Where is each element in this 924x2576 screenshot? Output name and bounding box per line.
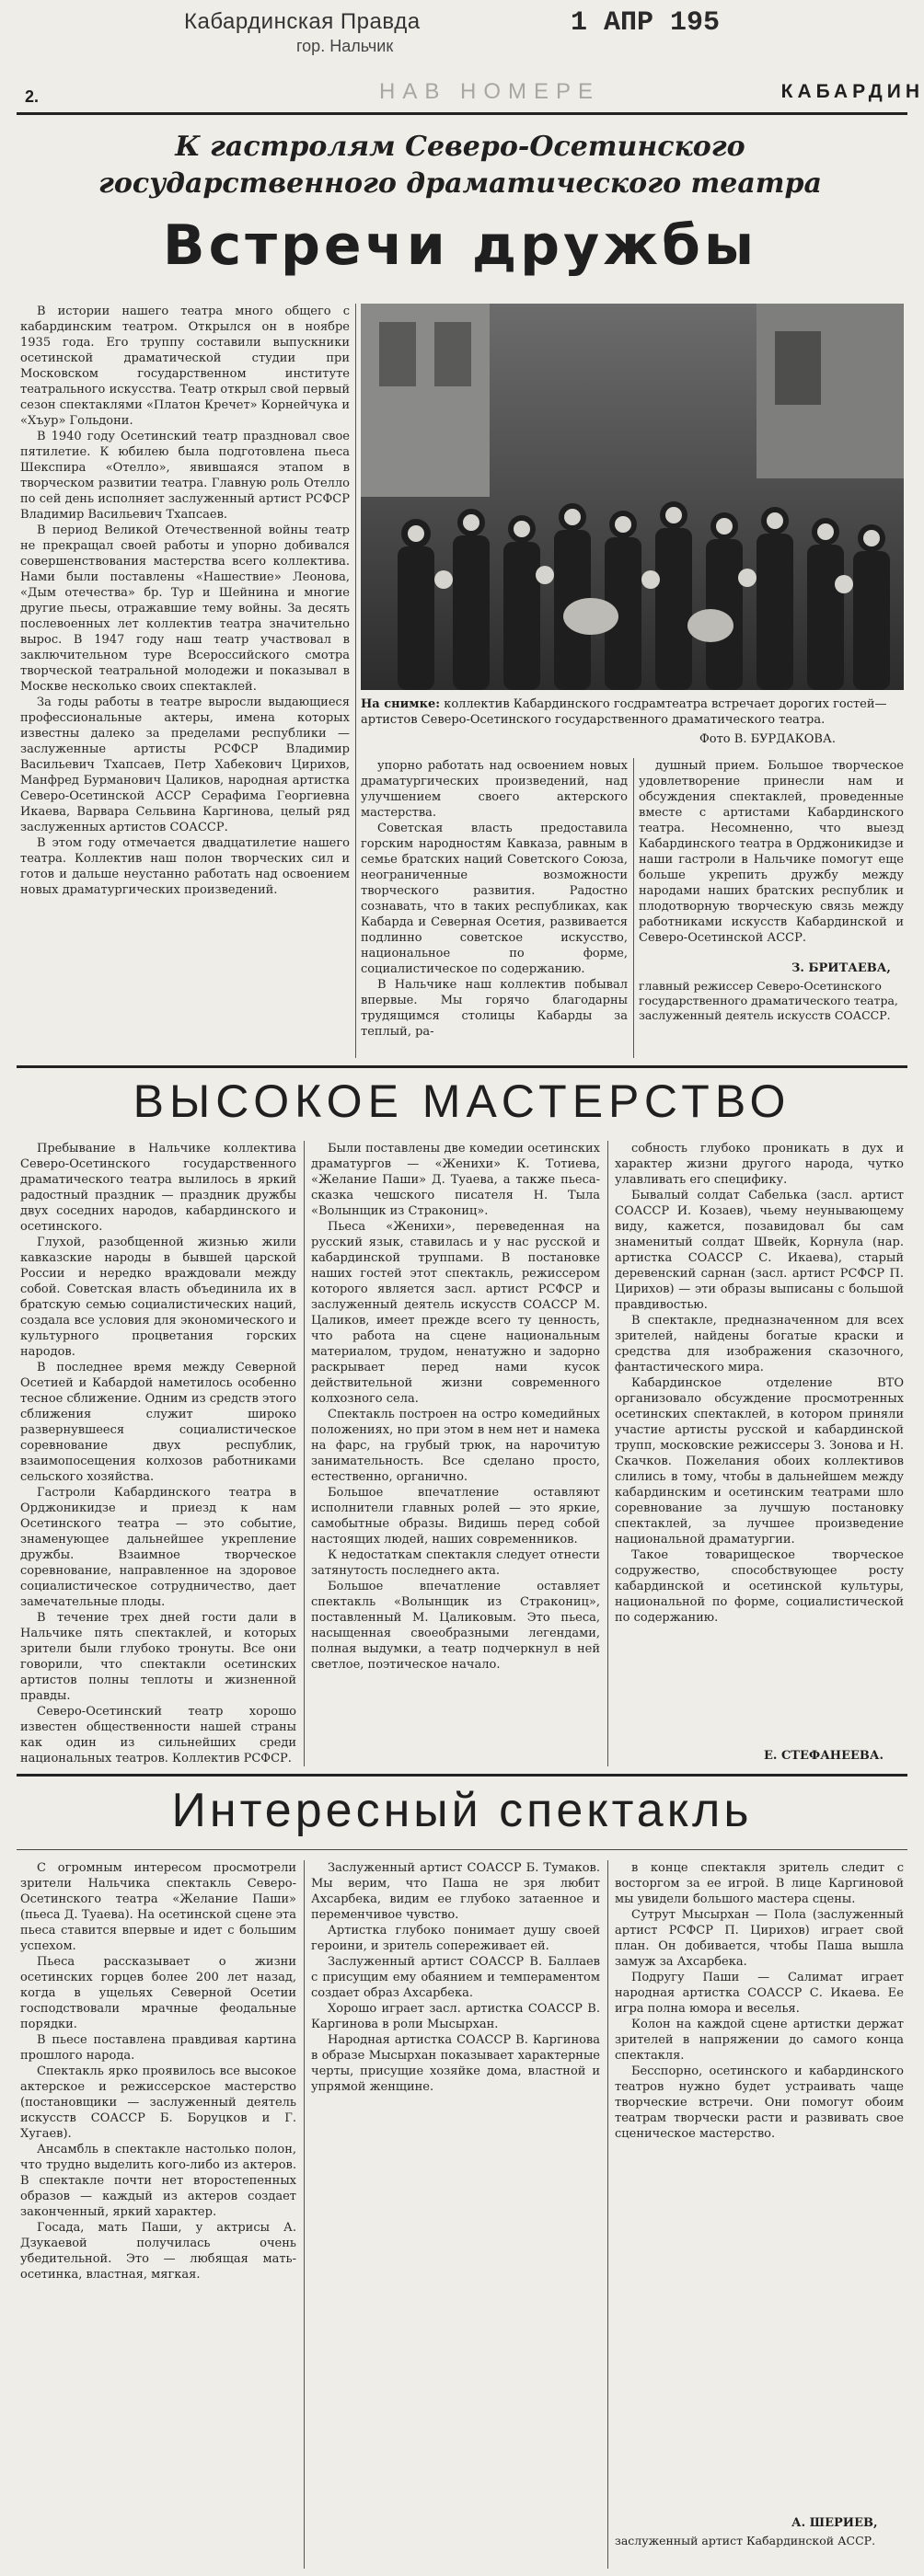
article2-col3-p3: В спектакле, предназначенном для всех зрителей, найдены богатые краски и средства для изображения сказочного, фантастического мира. <box>615 1314 904 1374</box>
article3-signature-note: заслуженный артист Кабардинской АССР. <box>615 2534 876 2547</box>
article3-col2-p1: Заслуженный артист СОАССР Б. Тумаков. Мы верим, что Паша не зря любит Ахсарбека, видим ее глубоко затаенное и переменчивое чувство. <box>311 1861 600 1922</box>
masthead-fragment: КАБАРДИН <box>780 81 924 102</box>
article1-signature: З. БРИТАЕВА, <box>791 961 891 975</box>
article2-column-1 <box>20 1141 296 1766</box>
article2-col2-p4: Большое впечатление оставляют исполнители главных ролей — это яркие, самобытные образы. Видишь перед собой настоящих людей, наших современников. <box>311 1486 600 1547</box>
article2-col3-p2: Бывалый солдат Сабелька (засл. артист СОАССР И. Козаев), чьему неунывающему виду, кажется, позавидовал бы сам знаменитый солдат Швейк, Корнула (нар. артистка СОАССР С. Икаева), старый деревенский сарнан (засл. артист РСФСР П. Цирихов) — эти образы выписаны с большой правдивостью. <box>615 1189 904 1312</box>
stamp-city: гор. Нальчик <box>296 37 394 55</box>
column-divider <box>304 1860 305 2569</box>
column-divider <box>607 1860 608 2569</box>
group-photo <box>361 304 904 690</box>
article1-col2-p2: Советская власть предоставила горским народностям Кавказа, равным в семье братских наций Советского Союза, неограниченные возможности творческого развития. Радостно сознавать, что в таких республиках, как Кабарда и Северная Осетия, развивается подлинно советское искусство, национальное по форме, социалистическое по содержанию. <box>361 822 628 976</box>
section-rule <box>17 1065 907 1068</box>
article2-col1-p3: В последнее время между Северной Осетией и Кабардой наметилось особенно тесное сближение. Одним из средств этого сближения служит широко развернувшееся социалистическое соревнование двух республик, взаимопосещения колхозов работниками сельского хозяйства. <box>20 1361 296 1484</box>
photo-caption <box>361 696 904 728</box>
article2-col2-p3: Спектакль построен на остро комедийных положениях, но при этом в нем нет и намека на фарс, на грубый трюк, на нарочитую занимательность. Все сделано просто, естественно, органично. <box>311 1408 600 1484</box>
article2-col2-p6: Большое впечатление оставляет спектакль «Волынщик из Стракониц», поставленный М. Цаликовым. Это пьеса, насыщенная своеобразными легендами, полная выдумки, а театр подчеркнул в ней светлое, поэтическое начало. <box>311 1580 600 1672</box>
article3-col1-p4: Спектакль ярко проявилось все высокое актерское и режиссерское мастерство (постановщики — заслуженный деятель искусств СОАССР Б. Боруцков и Г. Хугаев). <box>20 2064 296 2141</box>
article3-column-2 <box>311 1860 600 2569</box>
stamp-date: 1 АПР 195 <box>571 7 721 39</box>
article3-signature: А. ШЕРИЕВ, <box>791 2516 878 2530</box>
article2-col1-p6: Северо-Осетинский театр хорошо известен общественности нашей страны как один из сильнейших среди национальных театров. Коллектив РСФСР. <box>20 1705 296 1765</box>
top-rule <box>17 112 907 115</box>
article2-col1-p4: Гастроли Кабардинского театра в Орджоникидзе и приезд к нам Осетинского театра — это событие, знаменующее дальнейшее укрепление дружбы. Взаимное творческое соревнование, направленное на здоровое социалистическое сотрудничество, дает замечательные плоды. <box>20 1486 296 1609</box>
article2-column-2 <box>311 1141 600 1766</box>
article2-col1-p2: Глухой, разобщенной жизнью жили кавказские народы в бывшей царской России и нередко враждовали между собой. Советская власть объединила их в братскую семью социалистических наций, создала все условия для экономического и культурного процветания горских народов. <box>20 1236 296 1359</box>
article3-col3-p2: Сутрут Мысырхан — Пола (заслуженный артист РСФСР П. Цирихов) играет свой план. Он добивается, чтобы Паша вышла замуж за Ахсарбека. <box>615 1908 904 1969</box>
article2-col3-p1: собность глубоко проникать в дух и характер жизни другого народа, чутко улавливать его специфику. <box>615 1142 904 1187</box>
article3-col2-p3: Заслуженный артист СОАССР В. Баллаев с присущим ему обаянием и темпераментом создает образ Ахсарбека. <box>311 1955 600 2000</box>
article1-col3-p1: душный прием. Большое творческое удовлетворение принесли нам и обсуждения спектаклей, проведенные вместе с артистами Кабардинского театра. Несомненно, что выезд Кабардинского театра в Орджоникидзе и наши гастроли в Нальчике помогут еще больше укрепить дружбу между народами наших братских республик и плодотворную творческую связь между работниками искусств Кабардинской и Северо-Осетинской АССР. <box>639 759 904 945</box>
page-number: 2. <box>25 87 40 106</box>
article1-col1-p2: В 1940 году Осетинский театр праздновал свое пятилетие. К юбилею была подготовлена пьеса Шекспира «Отелло», явившаяся этапом в творческом развитии театра. Главную роль Отелло по сей день исполняет заслуженный артист РСФСР Владимир Васильевич Тхапсаев. <box>20 430 350 522</box>
article3-col2-p4: Хорошо играет засл. артистка СОАССР В. Каргинова в роли Мысырхан. <box>311 2002 600 2031</box>
column-divider <box>304 1141 305 1766</box>
caption-lead: На снимке: <box>361 697 441 711</box>
article2-signature: Е. СТЕФАНЕЕВА. <box>764 1749 884 1763</box>
header-watermark: НАВ НОМЕРЕ <box>379 79 601 104</box>
article1-column-1 <box>20 304 350 1067</box>
article2-column-3 <box>615 1141 904 1739</box>
section-rule <box>17 1774 907 1777</box>
article2-col2-p5: К недостаткам спектакля следует отнести затянутость последнего акта. <box>311 1548 600 1578</box>
article3-col2-p2: Артистка глубоко понимает душу своей героини, и зритель сопереживает ей. <box>311 1924 600 1953</box>
article2-col2-p2: Пьеса «Женихи», переведенная на русский язык, ставилась и у нас русской и кабардинской труппами. В постановке наших гостей этот спектакль, режиссером которого является засл. артист РСФСР и заслуженный деятель искусств СОАССР М. Цаликов, имеет прежде всего ту ценность, что работа на сцене национальным материалом, трудом, ненатужно и задорно раскрывает перед нами кусок действительной жизни современного колхозного села. <box>311 1220 600 1406</box>
article3-col3-p5: Бесспорно, осетинского и кабардинского театров нужно будет устраивать чаще творческие встречи. Они помогут обоим театрам творчески расти и развивать свое сценическое мастерство. <box>615 2064 904 2141</box>
caption-text: коллектив Кабардинского госдрамтеатра встречает дорогих гостей— артистов Северо-Осетинского государственного драматического театра. <box>361 697 887 727</box>
column-divider <box>633 758 634 1058</box>
article2-col3-p4: Кабардинское отделение ВТО организовало обсуждение просмотренных осетинских спектаклей, в котором приняли участие артисты русской и кабардинской трупп, московские режиссеры З. Зонова и Н. Скачков. Пожелания обоих коллективов слились в тому, чтобы в дальнейшем между кабардинским и осетинским театрами шло соревнование за лучшую постановку спектаклей, за лучшее произведение национальной драматургии. <box>615 1376 904 1547</box>
article2-col2-p1: Были поставлены две комедии осетинских драматургов — «Женихи» К. Тотиева, «Желание Паши» Д. Туаева, а также пьеса-сказка чешского писателя Н. Тыла «Волынщик из Стракониц». <box>311 1142 600 1218</box>
article2-col1-p5: В течение трех дней гости дали в Нальчике пять спектаклей, и которых зрители были глубоко тронуты. Все они говорили, что спектакли осетинских артистов полны теплоты и жизненной правды. <box>20 1611 296 1703</box>
article3-column-3 <box>615 1860 904 2504</box>
article3-column-1 <box>20 1860 296 2569</box>
article1-title: Встречи дружбы <box>162 213 758 278</box>
photo-credit: Фото В. БУРДАКОВА. <box>699 732 836 746</box>
article1-col1-p1: В истории нашего театра много общего с кабардинским театром. Открылся он в ноябре 1935 года. Его труппу составили выпускники осетинской драматической студии при Московском государственном институте театрального искусства. Театр открыл свой первый сезон спектаклями «Платон Кречет» Корнейчука и «Хъур» Гольдони. <box>20 305 350 428</box>
group-photo-image <box>361 304 904 690</box>
article3-col1-p1: С огромным интересом просмотрели зрители Нальчика спектакль Северо-Осетинского театра «Желание Паши» (пьеса Д. Туаева). На осетинской сцене эта пьеса ставится впервые и идет с большим успехом. <box>20 1861 296 1953</box>
article3-col3-p4: Колон на каждой сцене артистки держат зрителей в напряжении до самого конца спектакля. <box>615 2018 904 2063</box>
library-stamp <box>184 9 755 83</box>
article3-col3-p3: Подругу Паши — Салимат играет народная артистка СОАССР С. Икаева. Ее игра полна юмора и веселья. <box>615 1971 904 2016</box>
title-underline <box>17 1849 907 1850</box>
column-divider <box>607 1141 608 1766</box>
article2-col1-p1: Пребывание в Нальчике коллектива Северо-Осетинского государственного драматического театра вылилось в яркий радостный праздник — праздник дружбы двух соседних народов, кабардинского и осетинского. <box>20 1142 296 1234</box>
column-divider <box>355 304 356 1058</box>
article3-col3-p1: в конце спектакля зритель следит с восторгом за ее игрой. В лице Каргиновой мы увидели большого мастера сцены. <box>615 1861 904 1906</box>
article1-col1-p4: За годы работы в театре выросли выдающиеся профессиональные актеры, имена которых известны далеко за пределами республики — заслуженные артисты РСФСР Владимир Васильевич Тхапсаев, Петр Хабекович Цирихов, Манфред Бурманович Цаликов, народная артистка Северо-Осетинской АССР Серафима Георгиевна Икаева, Варвара Сельвина Каргинова, целый ряд заслуженных артистов СОАССР. <box>20 696 350 834</box>
article3-col1-p3: В пьесе поставлена правдивая картина прошлого народа. <box>20 2033 296 2063</box>
article3-col1-p5: Ансамбль в спектакле настолько полон, что трудно выделить кого-либо из актеров. В спектакле почти нет второстепенных образов — каждый из актеров создает законченный, яркий характер. <box>20 2143 296 2219</box>
article2-col3-p5: Такое товарищеское творческое содружество, способствующее росту кабардинской и осетинской культуры, национальной по форме, социалистической по содержанию. <box>615 1548 904 1625</box>
article1-col2-p3: В Нальчике наш коллектив побывал впервые. Мы горячо благодарны трудящимся столицы Кабарды за теплый, ра- <box>361 978 628 1039</box>
article3-col2-p5: Народная артистка СОАССР В. Каргинова в образе Мысырхан показывает характерные черты, присущие хозяйке дома, властной и упрямой женщине. <box>311 2033 600 2094</box>
article1-kicker: К гастролям Северо-Осетинского государственного драматического театра <box>98 131 822 200</box>
article3-col1-p2: Пьеса рассказывает о жизни осетинских горцев более 200 лет назад, когда в ущельях Северной Осетии господствовали мрачные феодальные порядки. <box>20 1955 296 2031</box>
article3-title: Интересный спектакль <box>171 1784 753 1837</box>
stamp-newspaper-name: Кабардинская Правда <box>184 9 421 34</box>
article1-col1-p3: В период Великой Отечественной войны театр не прекращал своей работы и упорно добивался совершенствования мастерства всего коллектива. Нами были поставлены «Нашествие» Леонова, «Дым отечества» бр. Тур и Шейнина и многие другие пьесы, отражавшие тему войны. За десять послевоенных лет коллектив театра значительно вырос. В 1947 году наш театр участвовал в заключительном туре Всероссийского смотра творческой театральной молодежи и показывал в Москве несколько своих спектаклей. <box>20 523 350 694</box>
article1-column-3 <box>639 758 904 951</box>
article1-signature-note: главный режиссер Северо-Осетинского государственного драматического театра, заслуженный деятель искусств СОАССР. <box>639 979 898 1022</box>
article3-col1-p6: Госада, мать Паши, у актрисы А. Дзукаевой получилась очень убедительной. Это — любящая мать-осетинка, властная, мягкая. <box>20 2221 296 2282</box>
article2-title: ВЫСОКОЕ МАСТЕРСТВО <box>133 1075 791 1127</box>
article1-col2-p1: упорно работать над освоением новых драматургических произведений, над улучшением своего актерского мастерства. <box>361 759 628 820</box>
article1-column-2 <box>361 758 628 1062</box>
article1-col1-p5: В этом году отмечается двадцатилетие нашего театра. Коллектив наш полон творческих сил и готов и дальше неустанно работать над освоением новых драматургических произведений. <box>20 836 350 897</box>
